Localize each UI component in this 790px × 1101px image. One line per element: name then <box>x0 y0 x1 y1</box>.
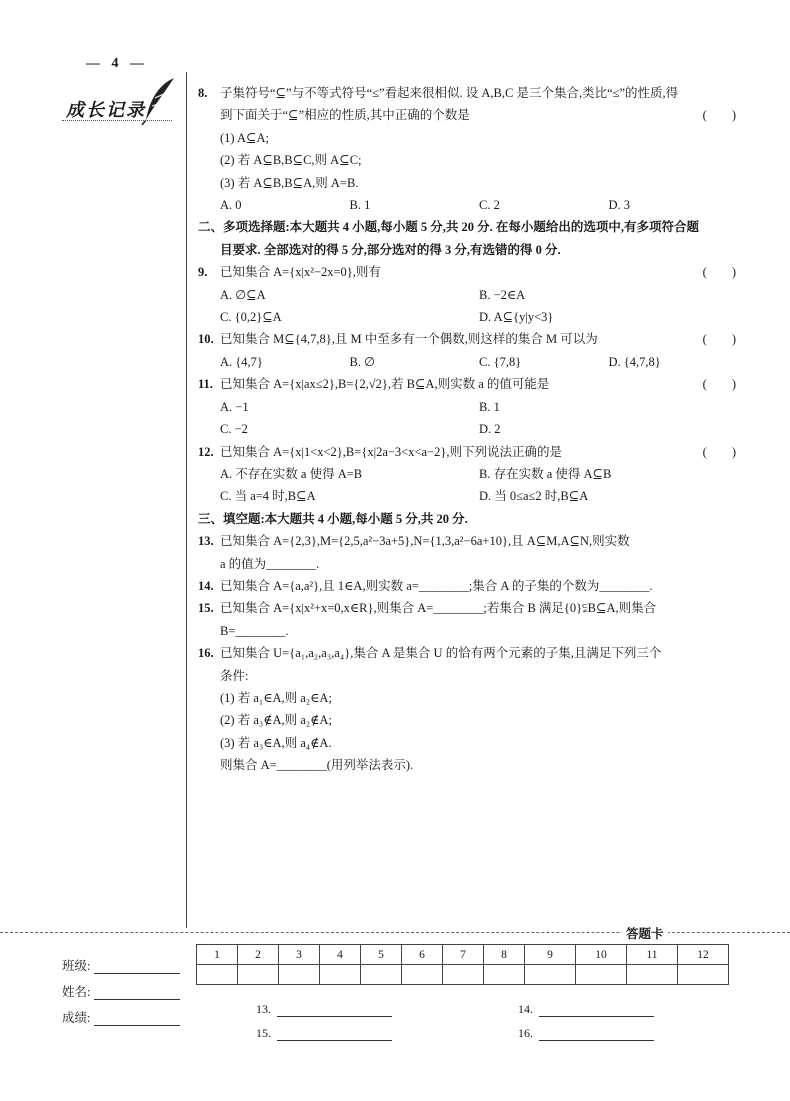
question-number: 10. <box>198 332 214 347</box>
option-d: D. 3 <box>608 198 631 213</box>
section-2-heading: 二、多项选择题:本大题共 4 小题,每小题 5 分,共 20 分. 在每小题给出的选项中,有多项符合题 <box>198 220 700 235</box>
option-c: C. {0,2}⊆A <box>220 310 282 325</box>
blank-14-input[interactable] <box>539 1004 654 1017</box>
col-header: 10 <box>576 945 627 965</box>
question-text-cont: 条件: <box>220 668 249 683</box>
question-12 <box>198 441 738 508</box>
col-header: 1 <box>197 945 238 965</box>
option-a: A. 不存在实数 a 使得 A=B <box>220 466 363 481</box>
blank-15 <box>256 1026 392 1041</box>
col-header: 5 <box>361 945 402 965</box>
option-a: A. ∅⊆A <box>220 287 266 302</box>
question-14 <box>198 575 738 597</box>
option-d: D. 当 0≤a≤2 时,B⊆A <box>479 489 589 504</box>
answer-cell[interactable] <box>484 965 525 985</box>
answer-paren: ( ) <box>702 332 736 347</box>
col-header: 3 <box>279 945 320 965</box>
statement-1: (1) A⊆A; <box>220 130 270 145</box>
blank-label: 16. <box>518 1026 533 1040</box>
blank-label: 13. <box>256 1002 271 1016</box>
blank-label: 14. <box>518 1002 533 1016</box>
question-text: 已知集合 U={a₁,a₂,a₃,a₄},集合 A 是集合 U 的恰有两个元素的子集,且满足下列三个 <box>220 646 662 661</box>
section-3-heading: 三、填空题:本大题共 4 小题,每小题 5 分,共 20 分. <box>198 511 468 526</box>
question-13 <box>198 530 738 575</box>
page-number: — 4 — <box>86 56 148 71</box>
name-field <box>62 982 180 1000</box>
question-number: 14. <box>198 578 214 593</box>
answer-paren: ( ) <box>702 444 736 459</box>
question-text: 已知集合 M⊆{4,7,8},且 M 中至多有一个偶数,则这样的集合 M 可以为 <box>220 332 598 347</box>
score-label: 成绩: <box>62 1011 91 1025</box>
question-text: 已知集合 A={a,a²},且 1∈A,则实数 a=________;集合 A 的子集的个数为________. <box>220 578 653 593</box>
answer-paren: ( ) <box>702 265 736 280</box>
cut-line <box>0 932 790 933</box>
col-header: 4 <box>320 945 361 965</box>
section-2-heading-cont: 目要求. 全部选对的得 5 分,部分选对的得 3 分,有选错的得 0 分. <box>220 242 561 257</box>
answer-cell[interactable] <box>525 965 576 985</box>
name-label: 姓名: <box>62 985 91 999</box>
answer-cell[interactable] <box>576 965 627 985</box>
question-16 <box>198 642 738 776</box>
option-b: B. −2∈A <box>479 287 526 302</box>
question-final: 则集合 A=________(用列举法表示). <box>220 758 414 773</box>
sidebar-underline <box>62 120 172 121</box>
option-b: B. 存在实数 a 使得 A⊆B <box>479 466 612 481</box>
col-header: 7 <box>443 945 484 965</box>
question-text: 已知集合 A={2,3},M={2,5,a²−3a+5},N={1,3,a²−6a+10},且 A⊆M,A⊆N,则实数 <box>220 534 630 549</box>
answer-cell[interactable] <box>627 965 678 985</box>
answer-paren: ( ) <box>702 108 736 123</box>
question-number: 16. <box>198 646 214 661</box>
question-text: 已知集合 A={x|x²+x=0,x∈R},则集合 A=________;若集合 B 满足{0}⫋B⊆A,则集合 <box>220 601 657 616</box>
condition-1: (1) 若 a₁∈A,则 a₂∈A; <box>220 690 332 705</box>
answer-paren: ( ) <box>702 377 736 392</box>
condition-3: (3) 若 a₃∈A,则 a₄∉A. <box>220 735 332 750</box>
question-text-cont: 到下面关于“⊆”相应的性质,其中正确的个数是 <box>220 108 470 123</box>
col-header: 6 <box>402 945 443 965</box>
blank-14 <box>518 1002 654 1017</box>
score-field <box>62 1008 180 1026</box>
option-a: A. {4,7} <box>220 354 263 369</box>
option-b: B. ∅ <box>349 354 375 369</box>
blank-15-input[interactable] <box>277 1028 392 1041</box>
option-c: C. 2 <box>479 198 500 213</box>
question-15 <box>198 597 738 642</box>
question-area <box>198 82 738 777</box>
blank-label: 15. <box>256 1026 271 1040</box>
blank-13-input[interactable] <box>277 1004 392 1017</box>
class-field <box>62 956 180 974</box>
question-9 <box>198 261 738 328</box>
answer-cell[interactable] <box>279 965 320 985</box>
question-number: 11. <box>198 377 213 392</box>
sidebar-title: 成长记录 <box>66 100 146 120</box>
option-d: D. A⊆{y|y<3} <box>479 310 554 325</box>
question-number: 15. <box>198 601 214 616</box>
answer-cell[interactable] <box>443 965 484 985</box>
class-label: 班级: <box>62 959 91 973</box>
score-input[interactable] <box>94 1013 180 1026</box>
answer-grid-header <box>197 945 729 965</box>
option-d: D. {4,7,8} <box>608 354 661 369</box>
option-b: B. 1 <box>479 399 500 414</box>
question-number: 9. <box>198 265 208 280</box>
question-text: 已知集合 A={x|x²−2x=0},则有 <box>220 265 381 280</box>
margin-divider <box>186 72 187 928</box>
answer-cell[interactable] <box>320 965 361 985</box>
option-a: A. 0 <box>220 198 242 213</box>
question-10 <box>198 328 738 373</box>
statement-2: (2) 若 A⊆B,B⊆C,则 A⊆C; <box>220 153 362 168</box>
option-b: B. 1 <box>349 198 371 213</box>
answer-cell[interactable] <box>361 965 402 985</box>
answer-cell[interactable] <box>238 965 279 985</box>
question-text-cont: a 的值为________. <box>220 556 320 571</box>
answer-grid <box>196 944 729 985</box>
col-header: 8 <box>484 945 525 965</box>
col-header: 12 <box>678 945 729 965</box>
blank-16-input[interactable] <box>539 1028 654 1041</box>
question-text: 子集符号“⊆”与不等式符号“≤”看起来很相似. 设 A,B,C 是三个集合,类比“≤”的性质,得 <box>220 86 679 100</box>
question-text: 已知集合 A={x|ax≤2},B={2,√2},若 B⊆A,则实数 a 的值可能是 <box>220 377 550 392</box>
answer-card-title: 答题卡 <box>622 924 668 942</box>
option-c: C. −2 <box>220 422 248 437</box>
blank-13 <box>256 1002 392 1017</box>
question-8 <box>198 82 738 216</box>
answer-cell[interactable] <box>402 965 443 985</box>
name-input[interactable] <box>94 987 180 1000</box>
option-c: C. 当 a=4 时,B⊆A <box>220 489 316 504</box>
question-11 <box>198 373 738 440</box>
question-text-cont: B=________. <box>220 623 289 638</box>
answer-cell[interactable] <box>678 965 729 985</box>
question-number: 12. <box>198 444 214 459</box>
col-header: 2 <box>238 945 279 965</box>
feather-pen-icon <box>140 76 180 126</box>
col-header: 11 <box>627 945 678 965</box>
question-number: 13. <box>198 534 214 549</box>
statement-3: (3) 若 A⊆B,B⊆A,则 A=B. <box>220 175 359 190</box>
option-c: C. {7,8} <box>479 354 522 369</box>
condition-2: (2) 若 a₃∉A,则 a₂∉A; <box>220 713 332 728</box>
col-header: 9 <box>525 945 576 965</box>
class-input[interactable] <box>94 961 180 974</box>
option-a: A. −1 <box>220 399 249 414</box>
option-d: D. 2 <box>479 422 501 437</box>
question-text: 已知集合 A={x|1<x<2},B={x|2a−3<x<a−2},则下列说法正确的是 <box>220 444 562 459</box>
blank-16 <box>518 1026 654 1041</box>
options <box>220 194 738 216</box>
answer-grid-row <box>197 965 729 985</box>
question-number: 8. <box>198 86 208 100</box>
answer-cell[interactable] <box>197 965 238 985</box>
